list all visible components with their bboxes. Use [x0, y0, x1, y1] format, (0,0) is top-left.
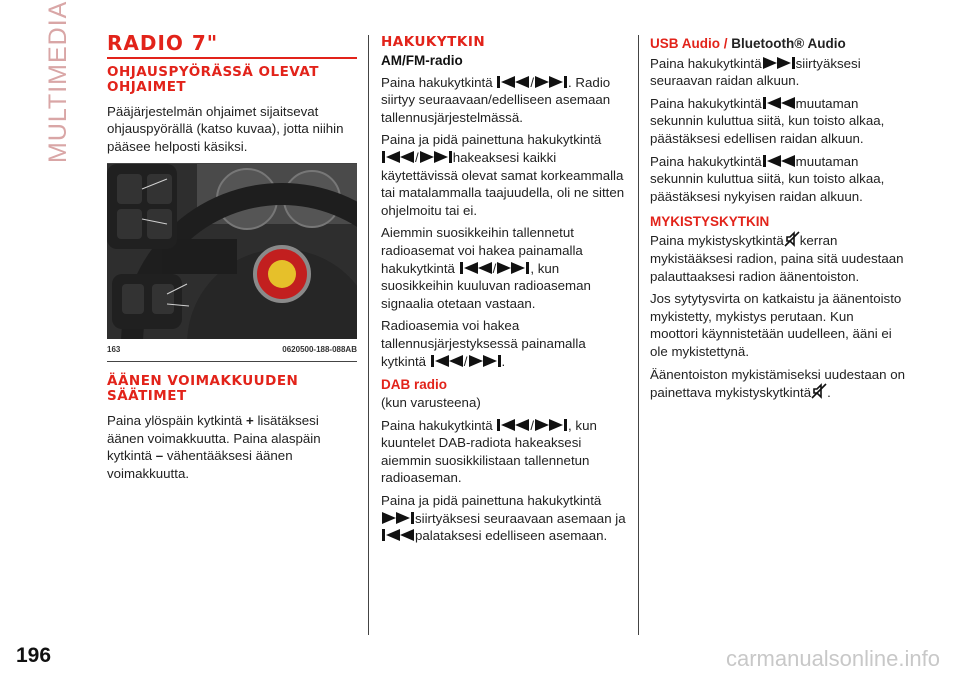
mute-icon: [811, 383, 827, 399]
next-track-icon: [496, 261, 530, 275]
paragraph: Radioasemia voi hakea tallennusjärjestyksessä painamalla kytkintä / .: [381, 318, 586, 369]
next-track-icon: [762, 56, 796, 70]
paragraph: Paina ja pidä painettuna hakukytkintä siirtyäksesi seuraavaan asemaan ja palataksesi edelliseen asemaan.: [381, 493, 626, 544]
column-left: [107, 31, 357, 487]
watermark: carmanualsonline.info: [725, 646, 940, 671]
section-heading: OHJAUSPYÖRÄSSÄ OLEVAT OHJAIMET: [107, 63, 319, 95]
column-right: [650, 35, 905, 407]
title-rule: [107, 57, 357, 59]
column-divider: [368, 35, 369, 635]
prev-track-icon: [430, 354, 464, 368]
prev-track-icon: [496, 418, 530, 432]
paragraph: Pääjärjestelmän ohjaimet sijaitsevat ohjauspyörällä (katso kuvaa), jotta niihin pääsee helposti käsiksi.: [107, 103, 344, 154]
paragraph: Paina ja pidä painettuna hakukytkintä / hakeaksesi kaikki käytettävissä olevat samat korkeammalla tai matalammalla taajuudella, oli ne sitten ohjelmoitu tai ei.: [381, 132, 625, 218]
paragraph: Paina hakukytkintä siirtyäksesi seuraavan raidan alkuun.: [650, 55, 861, 89]
paragraph: Paina hakukytkintä / . Radio siirtyy seuraavaan/edelliseen asemaan tallennusjärjestelmässä.: [381, 74, 611, 125]
prev-track-icon: [381, 528, 415, 542]
figure-number: 163: [107, 345, 121, 355]
prev-track-icon: [496, 75, 530, 89]
prev-track-icon: [381, 150, 415, 164]
mute-icon: [784, 231, 800, 247]
steering-wheel-photo: [107, 164, 357, 339]
subheading: DAB radio: [381, 377, 448, 393]
paragraph: Aiemmin suosikkeihin tallennetut radioasemat voi hakea painamalla hakukytkintä / , kun suosikkeihin kuuluvan radioaseman signaalia otetaan vastaan.: [381, 225, 591, 311]
page-title: RADIO 7": [107, 31, 219, 55]
paragraph: Paina mykistyskytkintä kerran mykistääksesi radion, paina sitä uudestaan palauttaaksesi radion äänentoiston.: [650, 233, 904, 284]
subheading: AM/FM-radio: [381, 53, 463, 68]
minus-symbol: –: [155, 448, 164, 464]
section-heading: USB Audio / Bluetooth® Audio: [650, 36, 846, 51]
prev-track-icon: [762, 154, 796, 168]
section-heading: HAKUKYTKIN: [381, 34, 486, 50]
paragraph: Jos sytytysvirta on katkaistu ja äänentoisto mykistetty, mykistys perutaan. Kun moottori käynnistetään uudelleen, ääni ei ole mykistettynä.: [650, 291, 902, 359]
paragraph: (kun varusteena): [381, 395, 481, 411]
paragraph: Paina ylöspäin kytkintä + lisätäksesi äänen voimakkuutta. Paina alaspäin kytkintä – vähentääksesi äänen voimakkuutta.: [107, 412, 321, 481]
section-heading: MYKISTYSKYTKIN: [650, 214, 770, 230]
next-track-icon: [534, 75, 568, 89]
prev-track-icon: [459, 261, 493, 275]
prev-track-icon: [762, 96, 796, 110]
paragraph: Paina hakukytkintä muutaman sekunnin kuluttua siitä, kun toisto alkaa, päästäksesi edellisen raidan alkuun.: [650, 95, 885, 146]
section-heading: ÄÄNEN VOIMAKKUUDEN SÄÄTIMET: [107, 372, 299, 404]
next-track-icon: [468, 354, 502, 368]
next-track-icon: [419, 150, 453, 164]
figure: [107, 163, 357, 362]
column-divider: [638, 35, 639, 635]
paragraph: Äänentoiston mykistämiseksi uudestaan on painettava mykistyskytkintä .: [650, 366, 905, 401]
plus-symbol: +: [245, 412, 254, 428]
side-section-tab: MULTIMEDIA: [44, 0, 72, 163]
column-middle: [381, 35, 629, 550]
next-track-icon: [534, 418, 568, 432]
paragraph: Paina hakukytkintä muutaman sekunnin kuluttua siitä, kun toisto alkaa, päästäksesi nykyisen raidan alkuun.: [650, 153, 885, 204]
figure-code: 0620500-188-088AB: [282, 345, 357, 355]
paragraph: Paina hakukytkintä / , kun kuuntelet DAB-radiota hakeaksesi aiemmin suosikkilistaan tallennetun radioaseman.: [381, 417, 597, 486]
next-track-icon: [381, 511, 415, 525]
page-number: 196: [16, 644, 52, 667]
